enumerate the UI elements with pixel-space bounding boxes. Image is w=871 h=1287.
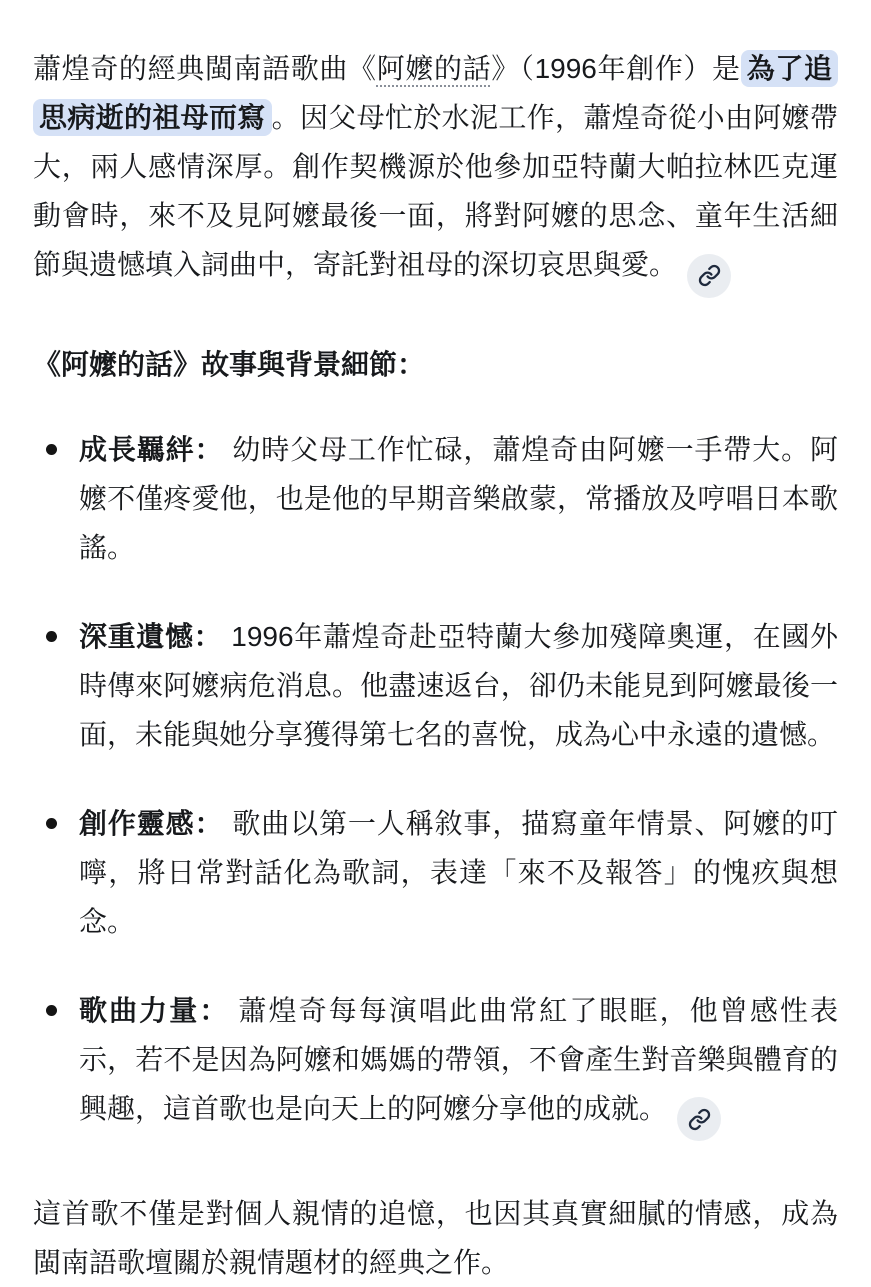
bullet-label: 創作靈感： (79, 807, 224, 839)
song-title-link[interactable]: 阿嬤的話 (376, 53, 492, 84)
citation-link-button[interactable] (677, 1097, 721, 1141)
list-item-song-power (33, 986, 838, 1142)
bullet-label: 成長羈絆： (79, 433, 224, 465)
bullet-label: 歌曲力量： (79, 994, 230, 1026)
bullet-label: 深重遺憾： (79, 620, 223, 652)
bullet-marker (46, 1005, 57, 1016)
bullet-marker (46, 444, 57, 455)
intro-paragraph (33, 44, 838, 298)
details-list (33, 425, 838, 1142)
intro-text-mid: 》（1996年創作）是 (491, 53, 741, 84)
bullet-text: 蕭煌奇每每演唱此曲常紅了眼眶，他曾感性表示，若不是因為阿嬤和媽媽的帶領，不會產生對音樂與體育的興趣，這首歌也是向天上的阿嬤分享他的成就。 (79, 994, 838, 1124)
link-icon (688, 1108, 711, 1131)
citation-link-button[interactable] (687, 254, 731, 298)
list-item-deep-regret (33, 612, 838, 759)
section-heading: 《阿嬤的話》故事與背景細節： (33, 348, 426, 380)
bullet-marker (46, 818, 57, 829)
highlighted-answer-text: 為了追思病逝的祖母而寫 (33, 50, 838, 136)
bullet-text: 1996年蕭煌奇赴亞特蘭大參加殘障奧運，在國外時傳來阿嬤病危消息。他盡速返台，卻仍未能見到阿嬤最後一面，未能與她分享獲得第七名的喜悅，成為心中永遠的遺憾。 (79, 620, 838, 750)
bullet-marker (46, 631, 57, 642)
list-item-growth-bond (33, 425, 838, 572)
link-icon (698, 264, 721, 287)
bullet-text: 幼時父母工作忙碌，蕭煌奇由阿嬤一手帶大。阿嬤不僅疼愛他，也是他的早期音樂啟蒙，常播放及哼唱日本歌謠。 (79, 433, 838, 563)
closing-paragraph: 這首歌不僅是對個人親情的追憶，也因其真實細膩的情感，成為閩南語歌壇關於親情題材的經典之作。 (33, 1198, 838, 1278)
list-item-creative-inspiration (33, 799, 838, 946)
intro-text-pre: 蕭煌奇的經典閩南語歌曲《 (33, 53, 377, 84)
intro-text-rest: 。因父母忙於水泥工作，蕭煌奇從小由阿嬤帶大，兩人感情深厚。創作契機源於他參加亞特蘭大帕拉林匹克運動會時，來不及見阿嬤最後一面，將對阿嬤的思念、童年生活細節與遗憾填入詞曲中，寄託對祖母的深切哀思與愛。 (33, 102, 838, 280)
bullet-text: 歌曲以第一人稱敘事，描寫童年情景、阿嬤的叮嚀，將日常對話化為歌詞，表達「來不及報答」的愧疚與想念。 (79, 807, 838, 937)
